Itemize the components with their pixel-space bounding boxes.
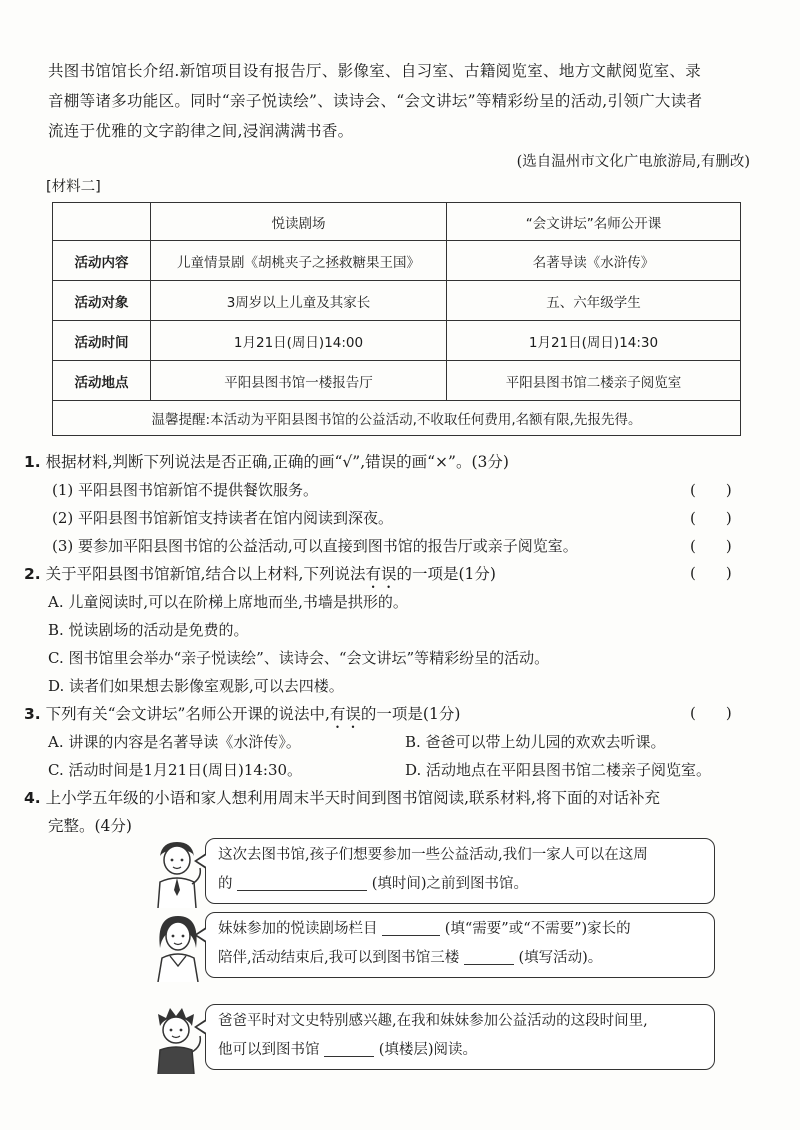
intro-line-2: 音棚等诸多功能区。同时“亲子悦读绘”、读诗会、“会文讲坛”等精彩纷呈的活动,引领广大读者: [48, 92, 703, 110]
q3-option-d: D. 活动地点在平阳县图书馆二楼亲子阅览室。: [405, 761, 712, 779]
q1-item-1: (1) 平阳县图书馆新馆不提供餐饮服务。: [52, 481, 319, 499]
bubble-child-text-a: 他可以到图书馆: [218, 1042, 320, 1058]
q1-item-2: (2) 平阳县图书馆新馆支持读者在馆内阅读到深夜。: [52, 509, 394, 527]
table-header-col-1: 悦读剧场: [151, 203, 447, 241]
row-label: 活动内容: [53, 241, 151, 281]
bubble-mother-text-d: (填写活动)。: [518, 950, 603, 966]
row-cell: 3周岁以上儿童及其家长: [151, 281, 447, 321]
bubble-mother-text-a: 妹妹参加的悦读剧场栏目: [218, 921, 378, 937]
q1-item-3: (3) 要参加平阳县图书馆的公益活动,可以直接到图书馆的报告厅或亲子阅览室。: [52, 537, 578, 555]
intro-line-3: 流连于优雅的文字韵律之间,浸润满满书香。: [48, 122, 354, 140]
table-row: [53, 361, 741, 401]
mother-illustration: [150, 912, 206, 982]
intro-line-1: 共图书馆馆长介绍.新馆项目设有报告厅、影像室、自习室、古籍阅览室、地方文献阅览室、录: [48, 62, 702, 80]
blank-floor[interactable]: [324, 1040, 374, 1057]
table-reminder: 温馨提醒:本活动为平阳县图书馆的公益活动,不收取任何费用,名额有限,先报先得。: [53, 401, 741, 436]
row-cell: 1月21日(周日)14:30: [447, 321, 741, 361]
dialog-bubble-child: [205, 1004, 715, 1070]
q4-number: 4.: [24, 789, 41, 807]
q2-emphasis: 有误: [365, 565, 397, 583]
bubble-mother-text-b: (填“需要”或“不需要”)家长的: [444, 921, 631, 937]
bubble-child-line-2: [218, 1036, 702, 1065]
row-label: 活动地点: [53, 361, 151, 401]
bubble-mother-text-c: 陪伴,活动结束后,我可以到图书馆三楼: [218, 950, 460, 966]
q3-option-a: A. 讲课的内容是名著导读《水浒传》。: [48, 733, 301, 751]
row-cell: 1月21日(周日)14:00: [151, 321, 447, 361]
q2-text-post: 的一项是(1分): [396, 565, 496, 583]
father-illustration: [148, 838, 206, 908]
q4-stem-line-1: [24, 786, 660, 808]
table-reminder-row: [53, 401, 741, 436]
blank-activity[interactable]: [464, 948, 514, 965]
q2-option-a: A. 儿童阅读时,可以在阶梯上席地而坐,书墙是拱形的。: [48, 593, 408, 611]
q4-text-1: 上小学五年级的小语和家人想利用周末半天时间到图书馆阅读,联系材料,将下面的对话补充: [45, 789, 660, 807]
row-cell: 儿童情景剧《胡桃夹子之拯救糖果王国》: [151, 241, 447, 281]
table-row: [53, 321, 741, 361]
q3-number: 3.: [24, 705, 41, 723]
source-note: (选自温州市文化广电旅游局,有删改): [516, 154, 750, 170]
q2-stem: [24, 562, 496, 592]
q1-stem: [24, 450, 509, 472]
material-2-label: [材料二]: [46, 179, 101, 195]
q2-option-b: B. 悦读剧场的活动是免费的。: [48, 621, 249, 639]
q3-text-pre: 下列有关“会文讲坛”名师公开课的说法中,: [45, 705, 330, 723]
bubble-father-text-b: (填时间)之前到图书馆。: [371, 876, 529, 892]
q4-stem-line-2: 完整。(4分): [48, 817, 132, 835]
row-label: 活动时间: [53, 321, 151, 361]
q2-number: 2.: [24, 565, 41, 583]
table-row: [53, 241, 741, 281]
dialog-bubble-father: [205, 838, 715, 904]
q3-option-c: C. 活动时间是1月21日(周日)14:30。: [48, 761, 303, 779]
q1-answer-3[interactable]: ( ): [690, 537, 732, 555]
bubble-father-text-a: 的: [218, 876, 233, 892]
q2-option-c: C. 图书馆里会举办“亲子悦读绘”、读诗会、“会文讲坛”等精彩纷呈的活动。: [48, 649, 550, 667]
q2-text-pre: 关于平阳县图书馆新馆,结合以上材料,下列说法: [45, 565, 366, 583]
q3-answer[interactable]: ( ): [690, 704, 732, 722]
blank-need-parent[interactable]: [382, 919, 440, 936]
table-header-row: [53, 203, 741, 241]
bubble-child-text-b: (填楼层)阅读。: [378, 1042, 478, 1058]
table-header-col-2: “会文讲坛”名师公开课: [447, 203, 741, 241]
table-row: [53, 281, 741, 321]
dialog-bubble-mother: [205, 912, 715, 978]
q1-text: 根据材料,判断下列说法是否正确,正确的画“√”,错误的画“×”。(3分): [45, 453, 509, 471]
q1-answer-2[interactable]: ( ): [690, 509, 732, 527]
row-cell: 平阳县图书馆一楼报告厅: [151, 361, 447, 401]
q1-answer-1[interactable]: ( ): [690, 481, 732, 499]
row-cell: 五、六年级学生: [447, 281, 741, 321]
activity-table: [52, 202, 741, 436]
row-cell: 平阳县图书馆二楼亲子阅览室: [447, 361, 741, 401]
q1-number: 1.: [24, 453, 41, 471]
row-label: 活动对象: [53, 281, 151, 321]
q3-text-post: 的一项是(1分): [360, 705, 461, 723]
bubble-child-line-1: 爸爸平时对文史特别感兴趣,在我和妹妹参加公益活动的这段时间里,: [218, 1013, 648, 1029]
bubble-mother-line-2: [218, 944, 702, 973]
q3-stem: [24, 702, 460, 732]
bubble-mother-line-1: [218, 915, 702, 944]
q3-emphasis: 有误: [329, 705, 361, 723]
blank-time[interactable]: [237, 874, 367, 891]
q2-option-d: D. 读者们如果想去影像室观影,可以去四楼。: [48, 677, 344, 695]
child-illustration: [148, 1004, 206, 1074]
row-cell: 名著导读《水浒传》: [447, 241, 741, 281]
bubble-father-line-1: 这次去图书馆,孩子们想要参加一些公益活动,我们一家人可以在这周: [218, 847, 648, 863]
q3-option-b: B. 爸爸可以带上幼儿园的欢欢去听课。: [405, 733, 666, 751]
bubble-father-line-2: [218, 870, 702, 899]
q2-answer[interactable]: ( ): [690, 564, 732, 582]
table-header-blank: [53, 203, 151, 241]
